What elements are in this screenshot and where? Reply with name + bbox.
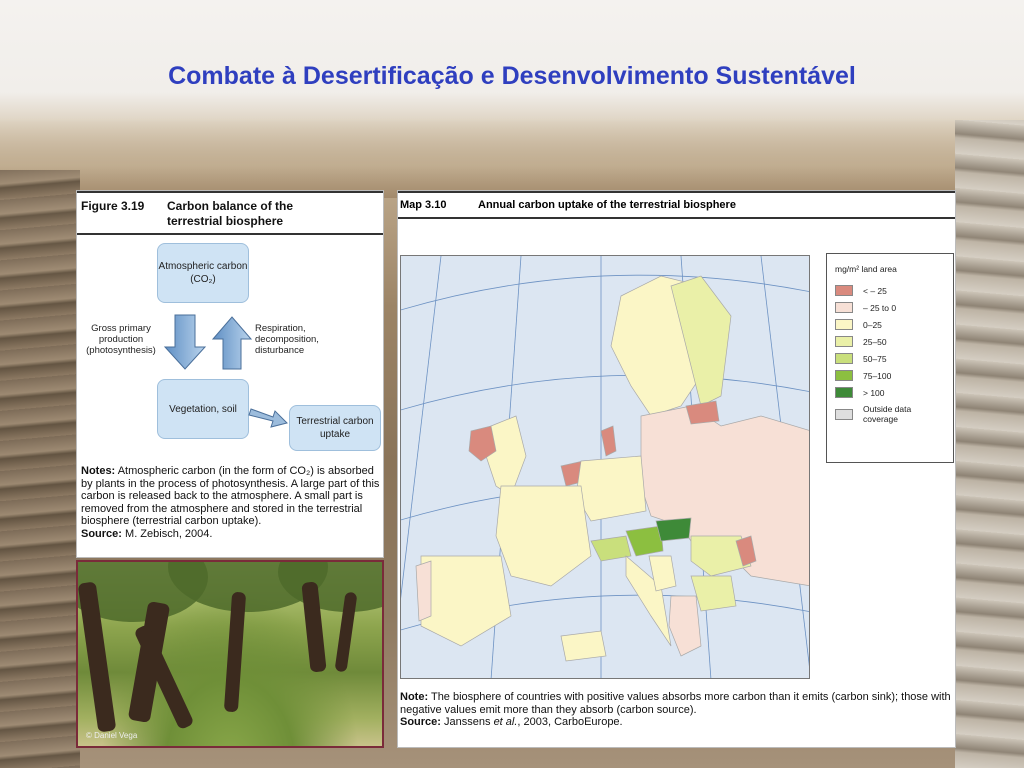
- map-note: [400, 691, 952, 729]
- figure-carbon-balance: [76, 190, 384, 558]
- legend-swatch: [835, 387, 853, 398]
- legend-swatch: [835, 302, 853, 313]
- legend-label: < – 25: [863, 285, 887, 296]
- diagonal-arrow-icon: [249, 409, 287, 427]
- map-note-text: The biosphere of countries with positive values absorbs more carbon than it emits (carbon sink); those with negative values emit more than they absorb (carbon source).: [400, 691, 951, 716]
- map-title: Annual carbon uptake of the terrestrial biosphere: [478, 199, 736, 211]
- legend-label: 75–100: [863, 370, 892, 381]
- legend-item: [835, 333, 945, 350]
- label-gross-primary-production: Gross primary production (photosynthesis): [86, 323, 156, 356]
- legend-item: [835, 367, 945, 384]
- legend-label: – 25 to 0: [863, 302, 897, 313]
- europe-map-graphic: [401, 256, 810, 679]
- figure-notes: [81, 465, 381, 541]
- box-atmospheric-label: Atmospheric carbon (CO₂): [158, 261, 248, 285]
- map-legend: [826, 253, 954, 463]
- map-source-label: Source:: [400, 716, 441, 728]
- map-source-text-italic: et al.: [493, 716, 518, 728]
- up-arrow-icon: [213, 317, 251, 369]
- background-stone-wall-left: [0, 170, 80, 768]
- figure-source-label: Source:: [81, 527, 122, 540]
- notes-label: Notes:: [81, 465, 116, 477]
- legend-swatch: [835, 370, 853, 381]
- legend-item: [835, 384, 945, 401]
- legend-item: [835, 401, 945, 427]
- figure-number: Figure 3.19: [81, 199, 145, 213]
- figure-source-text: M. Zebisch, 2004.: [125, 527, 213, 540]
- legend-item: [835, 282, 945, 299]
- map-number: Map 3.10: [400, 199, 447, 211]
- legend-item: [835, 316, 945, 333]
- notes-text: Atmospheric carbon (in the form of CO₂) is absorbed by plants in the process of photosynthesis. A large part of this carbon is released back to the atmosphere. A small part is removed from the atmosphere and stored in the terrestrial biosphere (terrestrial carbon uptake).: [81, 465, 380, 528]
- figure-title: Carbon balance of the terrestrial biosphere: [167, 199, 294, 228]
- legend-label: Outside data coverage: [863, 404, 912, 424]
- legend-swatch: [835, 319, 853, 330]
- box-uptake-label: Terrestrial carbon uptake: [296, 416, 374, 440]
- slide-title: Combate à Desertificação e Desenvolvimento Sustentável: [168, 62, 856, 90]
- legend-item: [835, 299, 945, 316]
- legend-swatch: [835, 409, 853, 420]
- legend-title: mg/m² land area: [835, 264, 897, 274]
- europe-map: [400, 255, 810, 679]
- box-vegetation-label: Vegetation, soil: [169, 403, 237, 415]
- legend-swatch: [835, 353, 853, 364]
- legend-swatch: [835, 336, 853, 347]
- cork-oak-forest-photo: [76, 560, 384, 748]
- legend-label: 25–50: [863, 336, 887, 347]
- background-hills: [0, 118, 1024, 198]
- down-arrow-icon: [165, 315, 205, 369]
- legend-label: > 100: [863, 387, 885, 398]
- legend-label: 0–25: [863, 319, 882, 330]
- map-carbon-uptake: [397, 190, 956, 748]
- map-note-label: Note:: [400, 691, 429, 703]
- map-header: [398, 191, 955, 219]
- legend-items: [835, 282, 945, 427]
- legend-label: 50–75: [863, 353, 887, 364]
- label-respiration: Respiration, decomposition, disturbance: [255, 323, 319, 356]
- map-source-text-pre: Janssens: [444, 716, 494, 728]
- legend-item: [835, 350, 945, 367]
- map-source-text-post: , 2003, CarboEurope.: [517, 716, 623, 728]
- legend-swatch: [835, 285, 853, 296]
- photo-credit: © Daniel Vega: [86, 731, 138, 740]
- background-stone-wall-right: [955, 120, 1024, 768]
